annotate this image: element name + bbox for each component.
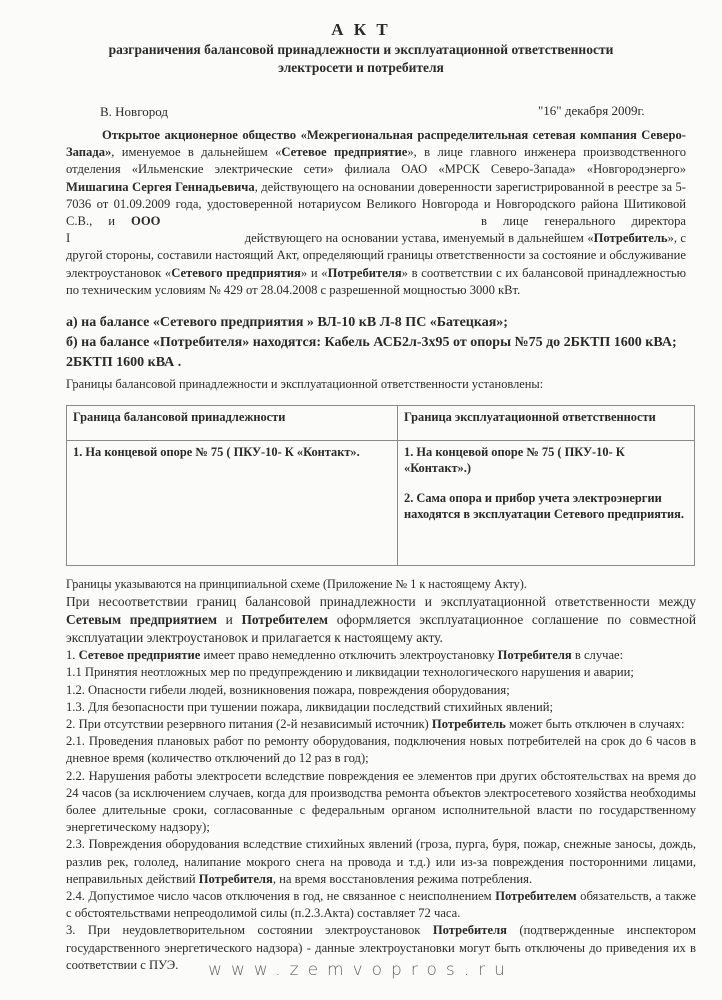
table-header-row — [67, 406, 695, 441]
balance-network: а) на балансе «Сетевого предприятия » ВЛ-10 кВ Л-8 ПС «Батецкая»; — [66, 315, 508, 330]
terms-section — [66, 576, 696, 974]
clause-3: 3. При неудовлетворительном состоянии электроустановок Потребителя (подтвержденные инспектором государственного энергетического надзора) - данные электроустановки могут быть отключены до приведения их в соответствии с ПУЭ. — [66, 923, 696, 972]
cell-operational-boundary: 1. На концевой опоре № 75 ( ПКУ-10- К «Контакт».) 2. Сама опора и прибор учета электроэнергии находятся в эксплуатации Сетевого предприятия. — [398, 441, 695, 566]
clause-2-1: 2.1. Проведения плановых работ по ремонту оборудования, подключения новых потребителей на срок до 6 часов в дневное время (количество отключений до 12 раз в год); — [66, 734, 696, 766]
cell-balance-boundary: 1. На концевой опоре № 75 ( ПКУ-10- К «Контакт». — [67, 441, 398, 566]
header-operational-boundary: Граница эксплуатационной ответственности — [398, 406, 695, 441]
bounds-intro: Границы балансовой принадлежности и эксплуатационной ответственности установлены: — [66, 377, 544, 391]
place-of-signing: В. Новгород — [100, 104, 168, 119]
watermark: www.zemvopros.ru — [208, 960, 514, 980]
clause-1: 1. Сетевое предприятие имеет право немедленно отключить электроустановку Потребителя в случае: — [66, 648, 624, 663]
clause-2-2: 2.2. Нарушения работы электросети вследствие повреждения ее элементов при других обстоятельствах на время до 24 часов (за исключением случаев, когда для производства ремонта объектов электросетевого хозяйства необходимы более длительные сроки, согласованные с федеральным органом исполнительной власти по государственному энергетическому надзору); — [66, 768, 696, 835]
intro-paragraph: Открытое акционерное общество «Межрегиональная распределительная сетевая компания Северо-Запада», именуемое в дальнейшем «Сетевое предприятие», в лице главного инженера производственного отделения «Ильменские электрические сети» филиала ОАО «МРСК Северо-Запада» «Новгородэнерго» Мишагина Сергея Геннадьевича, действующего на основании доверенности зарегистрированной в реестре за 5-7036 от 01.09.2009 года, удостоверенной нотариусом Великого Новгорода и Новгородского района Шитиковой С.В., и ООО в лице генерального директора I действующего на основании устава, именуемый в дальнейшем «Потребитель», с другой стороны, составили настоящий Акт, определяющий границы ответственности за состояние и обслуживание электроустановок «Сетевого предприятия» и «Потребителя» в соответствии с их балансовой принадлежностью по техническим условиям № 429 от 28.04.2008 с разрешенной мощностью 3000 кВт. — [66, 128, 687, 297]
clause-2-4: 2.4. Допустимое число часов отключения в год, не связанное с неисполнением Потребителем обязательств, а также с обстоятельствами непреодолимой силы (п.2.3.Акта) составляет 72 часа. — [66, 889, 696, 921]
scheme-note: Границы указываются на принципиальной схеме (Приложение № 1 к настоящему Акту). — [66, 577, 527, 591]
table-row — [67, 441, 695, 566]
representative-name: Мишагина Сергея Геннадьевича — [66, 179, 255, 194]
header-balance-boundary: Граница балансовой принадлежности — [67, 406, 398, 441]
clause-2-3: 2.3. Повреждения оборудования вследствие стихийных явлений (гроза, пурга, буря, пожар, снежные заносы, дождь, разлив рек, гололед, налипание мокрого снега на провода и т.д.) или из-за повреждения посторонними лицами, неправильных действий Потребителя, на время восстановления режима потребления. — [66, 837, 696, 886]
clause-2: 2. При отсутствии резервного питания (2-й независимый источник) Потребитель может быть отключен в случаях: — [66, 717, 685, 732]
mismatch-paragraph: При несоответствии границ балансовой принадлежности и эксплуатационной ответственности между Сетевым предприятием и Потребителем оформляется эксплуатационное соглашение по совместной эксплуатации электроустановок и прилагается к настоящему акту. — [66, 594, 696, 646]
clause-1-1: 1.1 Принятия неотложных мер по предупреждению и ликвидации технологического нарушения и аварии; — [66, 665, 634, 680]
balance-consumer: б) на балансе «Потребителя» находятся: Кабель АСБ2л-3х95 от опоры №75 до 2БКТП 1600 кВА; 2БКТП 1600 кВА . — [66, 335, 677, 370]
document-title: А К Т — [331, 20, 391, 39]
document-subtitle-line-2: электросети и потребителя — [278, 60, 444, 75]
bounds-table — [66, 405, 695, 566]
org-name: Открытое акционерное общество «Межрегиональная распределительная сетевая компания Северо-Запада» — [66, 128, 686, 160]
document-date: "16" декабря 2009г. — [538, 103, 645, 118]
clause-1-2: 1.2. Опасности гибели людей, возникновения пожара, повреждения оборудования; — [66, 682, 510, 697]
clause-1-3: 1.3. Для безопасности при тушении пожара, ликвидации последствий стихийных явлений; — [66, 699, 554, 714]
document-subtitle-line-1: разграничения балансовой принадлежности и эксплуатационной ответственности — [108, 42, 614, 57]
